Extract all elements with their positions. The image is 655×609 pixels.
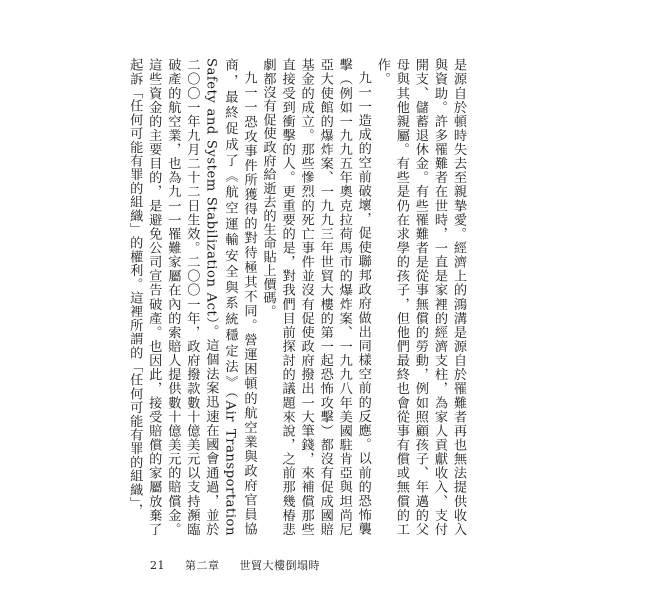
page-footer: [150, 557, 320, 573]
paragraph-2: 九一一造成的空前破壞，促使聯邦政府做出同樣空前的反應。以前的恐怖襲擊（例如一九九五年奧克拉荷馬市的爆炸案、一九九八年美國駐肯亞與坦尚尼亞大使館的爆炸案、一九九三年世貿大樓的第一起恐怖攻擊）都沒有促成國賠基金的成立。那些慘烈的死亡事件並沒有促使政府撥出一大筆錢，來補償那些直接受到衝擊的人。更重要的是，對我們目前探討的議題來說，之前那幾椿悲劇都沒有促使政府給逝去的生命貼上價碼。: [260, 58, 371, 536]
page-number: 21: [150, 559, 165, 572]
paragraph-1: 是源自於頓時失去至親摯愛。經濟上的鴻溝是源自於罹難者再也無法提供收入與資助。許多罹難者在世時，一直是家裡的經濟支柱，為家人貢獻收入、支付開支、儲蓄退休金。有些罹難者是從事無償的勞動，例如照顧孩子、年邁的父母與其他親屬。有些是仍在求學的孩子，但他們最終也會從事有償或無償的工作。: [374, 58, 466, 536]
paragraph-3: 九一一恐攻事件所獲得的對待極其不同。營運困頓的航空業與政府官員協商，最終促成了《航空運輸安全與系統穩定法》（Air Transportation Safety and System Stabilization Act）。這個法案迅速在國會通過，並於二〇〇一年九月二十二日生效。二〇〇一年，政府撥款數十億美元以支持瀕臨破產的航空業，也為九一一罹難家屬在內的索賠人提供數十億美元的賠償金。這些資金的主要目的，是避免公司宣告破產。也因此，接受賠償的家屬放棄了起訴「任何可能有罪的組織」的權利。這裡所謂的「任何可能有罪的組織」，: [127, 58, 257, 536]
chapter-label: 第二章: [185, 559, 220, 572]
chapter-title: 世貿大樓倒塌時: [239, 559, 320, 572]
body-text: [127, 58, 468, 536]
